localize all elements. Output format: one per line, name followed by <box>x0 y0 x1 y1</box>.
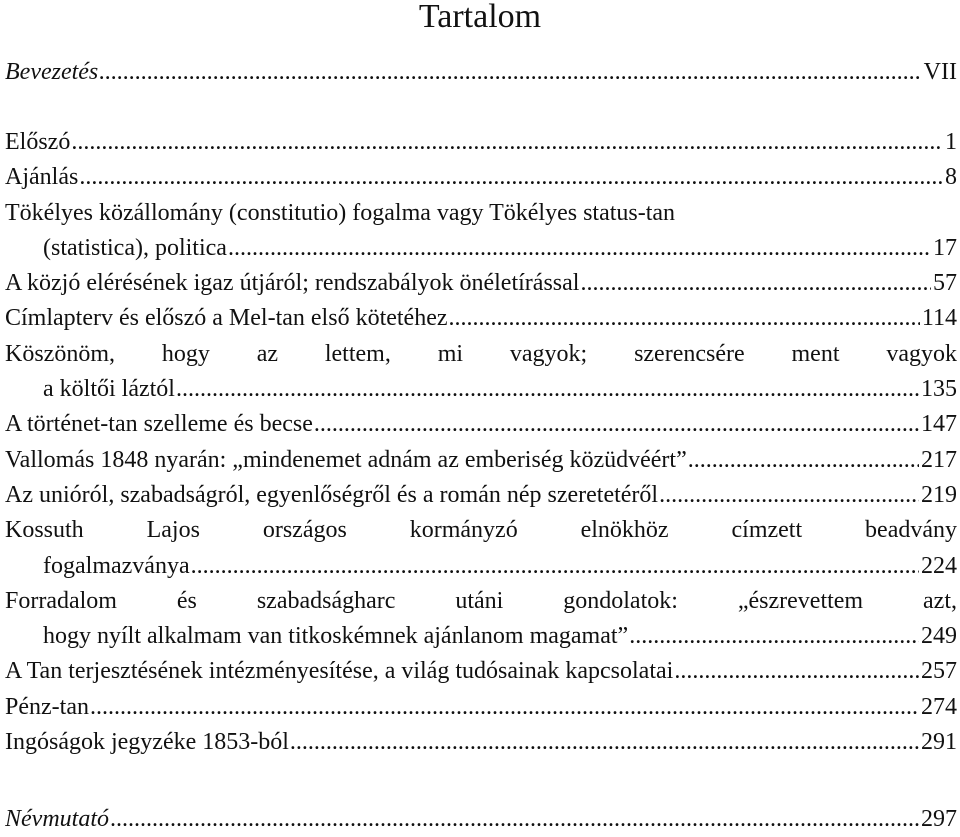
toc-label: Ingóságok jegyzéke 1853-ból <box>5 729 289 756</box>
toc-label: A közjó elérésének igaz útjáról; rendszabályok önéletírással <box>5 270 580 297</box>
toc-leader <box>191 549 919 584</box>
toc-label: Előszó <box>5 129 71 155</box>
toc-entry[interactable] <box>5 301 957 336</box>
toc-leader <box>688 443 919 478</box>
toc-label: A Tan terjesztésének intézményesítése, a világ tudósainak kapcsolatai <box>5 658 674 685</box>
toc-label: Bevezetés <box>5 59 99 85</box>
toc-entry[interactable] <box>5 619 957 654</box>
toc-label: hogy nyílt alkalmam van titkoskémnek ajánlanom magamat” <box>43 623 629 650</box>
toc-entry[interactable] <box>5 443 957 478</box>
toc-page: 291 <box>921 729 957 756</box>
toc-page: 274 <box>921 693 957 720</box>
toc-label: a költői láztól <box>43 376 175 403</box>
toc-label: Névmutató <box>5 806 109 832</box>
toc-leader <box>99 55 921 90</box>
toc-page: VII <box>923 59 957 85</box>
toc-entry[interactable] <box>5 372 957 407</box>
toc-label: Ajánlás <box>5 164 79 191</box>
toc-entry[interactable] <box>5 549 957 584</box>
toc-leader <box>629 619 919 654</box>
toc-leader <box>674 654 919 689</box>
toc-index <box>5 802 957 837</box>
toc-entry[interactable] <box>5 654 957 689</box>
toc-entry-first-line: Tökélyes közállomány (constitutio) fogalma vagy Tökélyes status-tan <box>5 199 676 226</box>
toc-page: 297 <box>921 806 957 832</box>
toc-page: 135 <box>921 376 957 403</box>
toc-leader <box>228 231 931 266</box>
page-title: Tartalom <box>418 0 542 35</box>
toc-entry[interactable] <box>5 160 957 195</box>
toc-page: 257 <box>921 658 957 685</box>
toc-page: 1 <box>945 129 957 155</box>
toc-leader <box>290 725 919 760</box>
toc-page: 57 <box>933 270 957 297</box>
toc-label: Vallomás 1848 nyarán: „mindenemet adnám az emberiség közüdvéért” <box>5 446 687 473</box>
toc-label: Pénz-tan <box>5 693 89 720</box>
toc-label: (statistica), politica <box>43 234 227 261</box>
toc-page: 217 <box>921 446 957 473</box>
toc-leader <box>449 301 920 336</box>
toc-leader <box>90 690 919 725</box>
toc-page: 114 <box>921 305 957 332</box>
toc-entry-bevezetes[interactable] <box>5 55 957 90</box>
toc-entry-first-line: Köszönöm, hogy az lettem, mi vagyok; szerencsére ment vagyok <box>5 340 957 367</box>
toc-page: 249 <box>921 623 957 650</box>
toc-label: A történet-tan szelleme és becse <box>5 411 313 438</box>
toc-page: 219 <box>921 481 957 508</box>
toc-leader <box>580 266 931 301</box>
toc-label: Címlapterv és előszó a Mel-tan első kötetéhez <box>5 305 448 332</box>
toc-entry[interactable] <box>5 725 957 760</box>
toc-entry[interactable] <box>5 407 957 442</box>
toc-entry-nevmutato[interactable] <box>5 802 957 837</box>
toc-list <box>5 125 957 760</box>
toc-leader <box>79 160 943 195</box>
toc-leader <box>110 802 919 837</box>
toc-entry[interactable] <box>5 690 957 725</box>
toc-label: fogalmazványa <box>43 552 190 579</box>
toc-entry[interactable] <box>5 478 957 513</box>
toc-label: Az unióról, szabadságról, egyenlőségről és a román nép szeretetéről <box>5 481 659 508</box>
toc-entry[interactable] <box>5 231 957 266</box>
toc-entry[interactable] <box>5 125 957 160</box>
toc-leader <box>314 407 919 442</box>
toc-intro <box>5 55 957 90</box>
toc-entry[interactable] <box>5 266 957 301</box>
toc-entry-first-line: Forradalom és szabadságharc utáni gondolatok: „észrevettem azt, <box>5 587 957 614</box>
toc-leader <box>71 125 943 160</box>
toc-leader <box>176 372 919 407</box>
toc-page: 147 <box>921 411 957 438</box>
toc-entry-first-line: Kossuth Lajos országos kormányzó elnökhöz címzett beadvány <box>5 517 957 544</box>
toc-leader <box>659 478 919 513</box>
toc-page: 224 <box>921 552 957 579</box>
toc-page: 8 <box>945 164 957 191</box>
toc-page: 17 <box>933 234 957 261</box>
